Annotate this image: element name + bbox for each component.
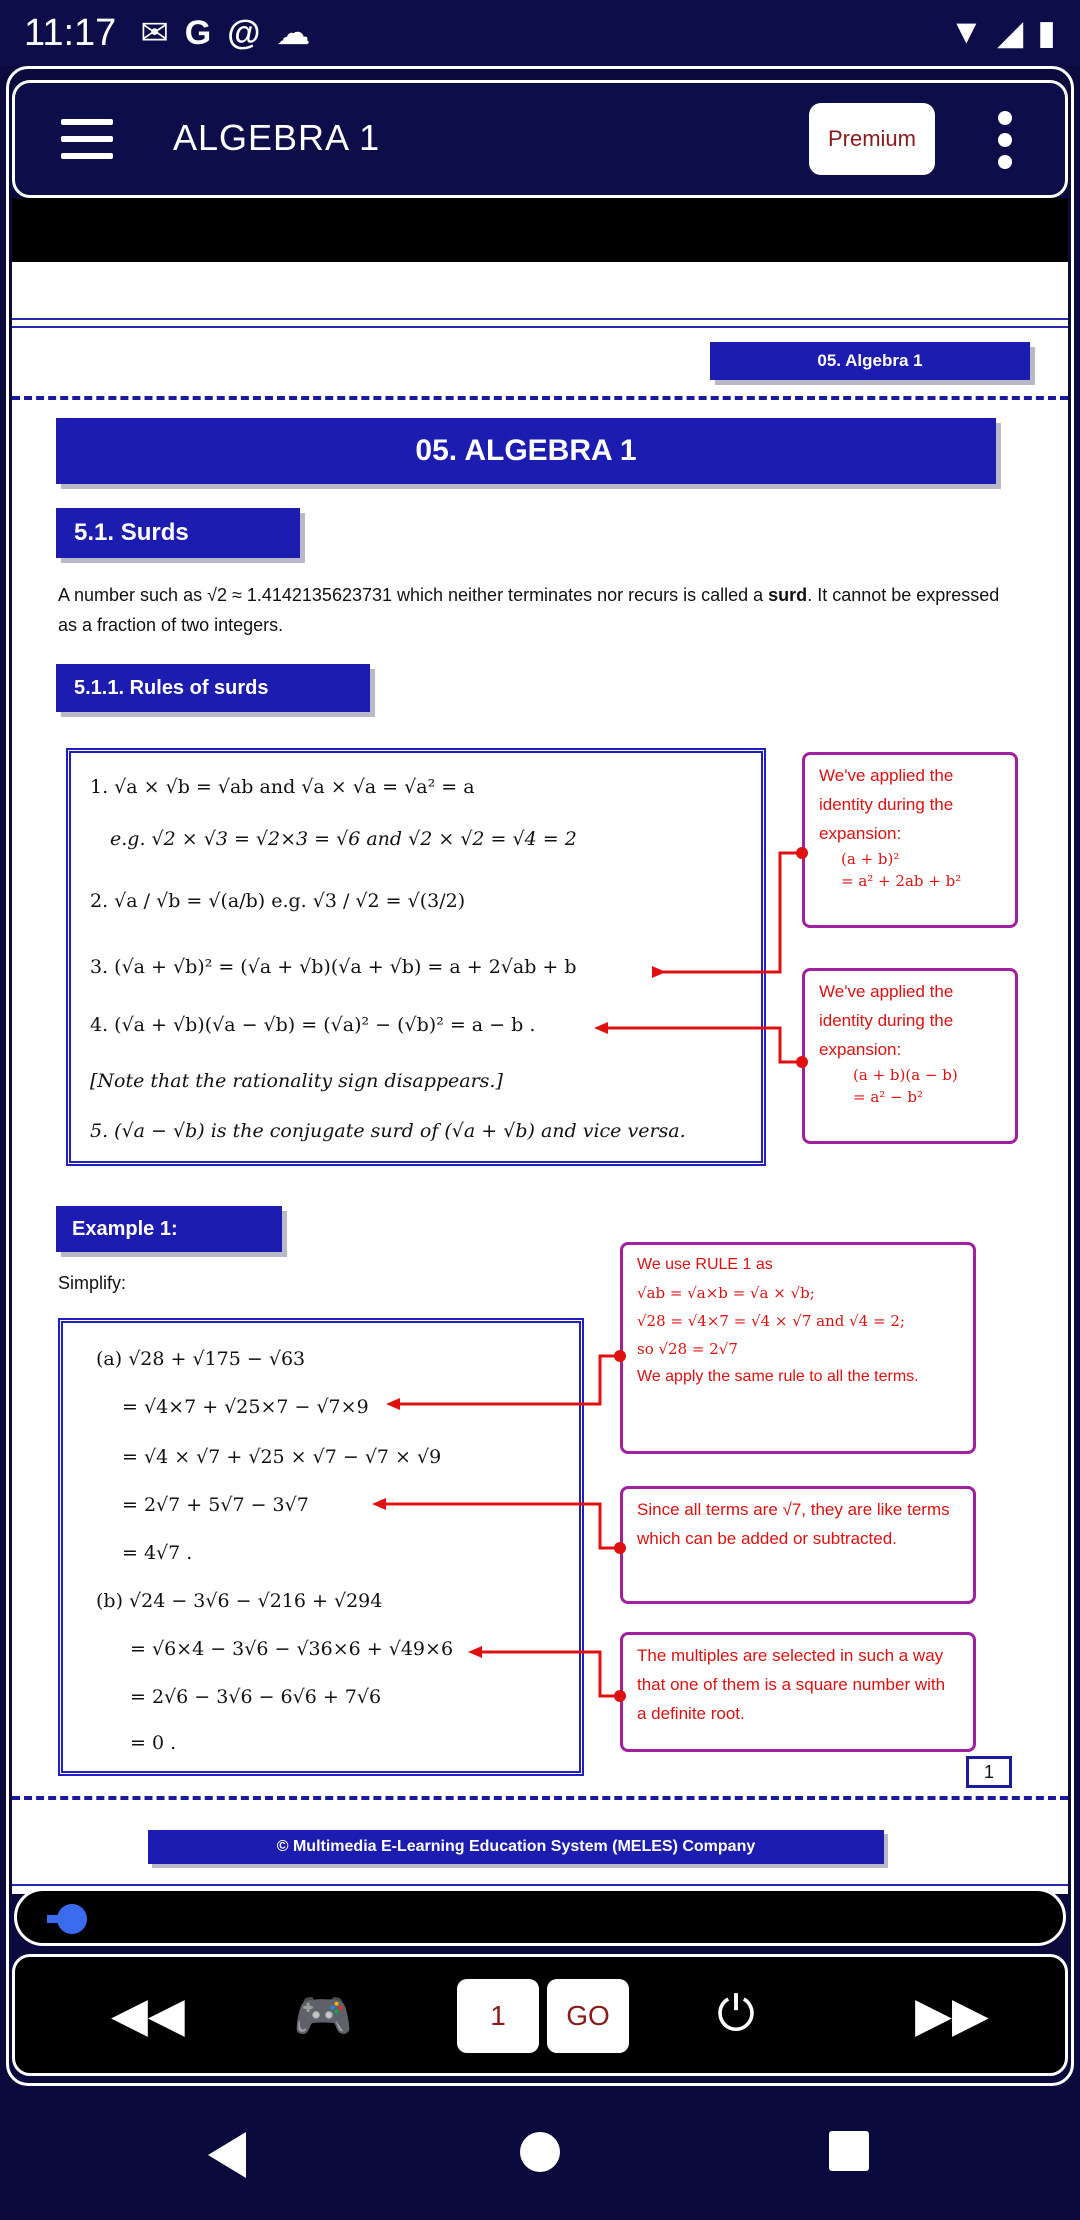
page-input[interactable]: 1 xyxy=(457,1979,539,2053)
intro-text-end: . It cannot be expressed as a fraction of two integers. xyxy=(58,585,1000,635)
example-title: Example 1: xyxy=(56,1206,282,1252)
example-line: = 2√6 − 3√6 − 6√6 + 7√6 xyxy=(130,1686,382,1708)
recents-icon[interactable] xyxy=(828,2130,870,2172)
premium-button[interactable]: Premium xyxy=(809,103,935,175)
gmail-icon: ✉ xyxy=(140,14,169,52)
header-chip: 05. Algebra 1 xyxy=(710,342,1030,380)
note-text: We've applied the identity during the expansion: xyxy=(819,766,954,843)
note-text: We use RULE 1 as xyxy=(637,1256,773,1273)
example-line: = 2√7 + 5√7 − 3√7 xyxy=(122,1494,309,1516)
note-math: = a² + 2ab + b² xyxy=(841,872,962,890)
note-math: = a² − b² xyxy=(853,1088,924,1106)
note-text: We apply the same rule to all the terms. xyxy=(637,1368,919,1385)
note-text: We've applied the identity during the expansion: xyxy=(819,982,954,1059)
annotation-note: The multiples are selected in such a way that one of them is a square number with a definite root. xyxy=(620,1632,976,1752)
footer-copyright: © Multimedia E-Learning Education System (MELES) Company xyxy=(148,1830,884,1864)
intro-text: A number such as √2 ≈ 1.4142135623731 which neither terminates nor recurs is called a xyxy=(58,585,769,605)
rule-line: e.g. √2 × √3 = √2×3 = √6 and √2 × √2 = √4 = 2 xyxy=(110,828,577,850)
example-line: = √4×7 + √25×7 − √7×9 xyxy=(122,1396,369,1418)
note-math: (a + b)(a − b) xyxy=(853,1066,958,1084)
at-icon: @ xyxy=(227,13,261,52)
status-bar xyxy=(0,0,1080,66)
rule-line: 1. √a × √b = √ab and √a × √a = √a² = a xyxy=(90,776,475,798)
note-math: √28 = √4×7 = √4 × √7 and √4 = 2; xyxy=(637,1312,905,1330)
battery-icon: ▮ xyxy=(1037,14,1056,52)
annotation-note: Since all terms are √7, they are like terms which can be added or subtracted. xyxy=(620,1486,976,1604)
rule-line: [Note that the rationality sign disappears.] xyxy=(90,1070,503,1092)
annotation-arrows xyxy=(12,262,1068,1894)
section-title: 5.1. Surds xyxy=(56,508,300,558)
example-line: = 4√7 . xyxy=(122,1542,193,1564)
intro-bold: surd xyxy=(768,585,808,605)
rule-line: 2. √a / √b = √(a/b) e.g. √3 / √2 = √(3/2) xyxy=(90,890,466,912)
rule-line: 3. (√a + √b)² = (√a + √b)(√a + √b) = a + 2√ab + b xyxy=(90,956,577,978)
divider xyxy=(12,1884,1068,1886)
slider-thumb[interactable] xyxy=(57,1904,87,1934)
signal-icon: ◢ xyxy=(997,14,1024,52)
rule-line: 5. (√a − √b) is the conjugate surd of (√a + √b) and vice versa. xyxy=(90,1120,686,1142)
simplify-label: Simplify: xyxy=(58,1273,127,1293)
system-nav-bar xyxy=(0,2086,1080,2220)
note-math: (a + b)² xyxy=(841,850,900,868)
example-line: = 0 . xyxy=(130,1732,177,1754)
go-button[interactable]: GO xyxy=(547,1979,629,2053)
chapter-title: 05. ALGEBRA 1 xyxy=(56,418,996,484)
hamburger-menu-icon[interactable] xyxy=(61,119,113,159)
example-line: = √6×4 − 3√6 − √36×6 + √49×6 xyxy=(130,1638,454,1660)
app-title: ALGEBRA 1 xyxy=(173,117,381,158)
dashed-divider xyxy=(12,1796,1068,1800)
more-options-icon[interactable] xyxy=(995,111,1015,171)
note-math: √ab = √a×b = √a × √b; xyxy=(637,1284,815,1302)
wifi-icon: ▼ xyxy=(949,13,984,51)
example-line: (a) √28 + √175 − √63 xyxy=(96,1348,306,1370)
subsection-title: 5.1.1. Rules of surds xyxy=(56,664,370,712)
page-slider[interactable] xyxy=(14,1888,1066,1946)
app-bar xyxy=(12,80,1068,198)
page-number: 1 xyxy=(966,1756,1012,1788)
document-page[interactable] xyxy=(12,262,1068,1894)
cloud-icon: ☁ xyxy=(276,14,311,52)
example-line: = √4 × √7 + √25 × √7 − √7 × √9 xyxy=(122,1446,442,1468)
navigation-controls xyxy=(12,1954,1068,2076)
rewind-icon[interactable]: ◀◀ xyxy=(111,1989,185,2042)
back-icon[interactable] xyxy=(204,2130,250,2180)
home-icon[interactable] xyxy=(518,2130,562,2174)
example-line: (b) √24 − 3√6 − √216 + √294 xyxy=(96,1590,383,1612)
status-time: 11:17 xyxy=(24,11,117,54)
fast-forward-icon[interactable]: ▶▶ xyxy=(915,1989,989,2042)
google-icon: G xyxy=(184,13,212,52)
note-math: so √28 = 2√7 xyxy=(637,1340,738,1358)
gamepad-icon[interactable]: 🎮 xyxy=(293,1990,353,2043)
power-icon[interactable]: ⏻ xyxy=(717,1988,755,2041)
rule-line: 4. (√a + √b)(√a − √b) = (√a)² − (√b)² = a − b . xyxy=(90,1014,536,1036)
banner-area xyxy=(12,198,1068,262)
